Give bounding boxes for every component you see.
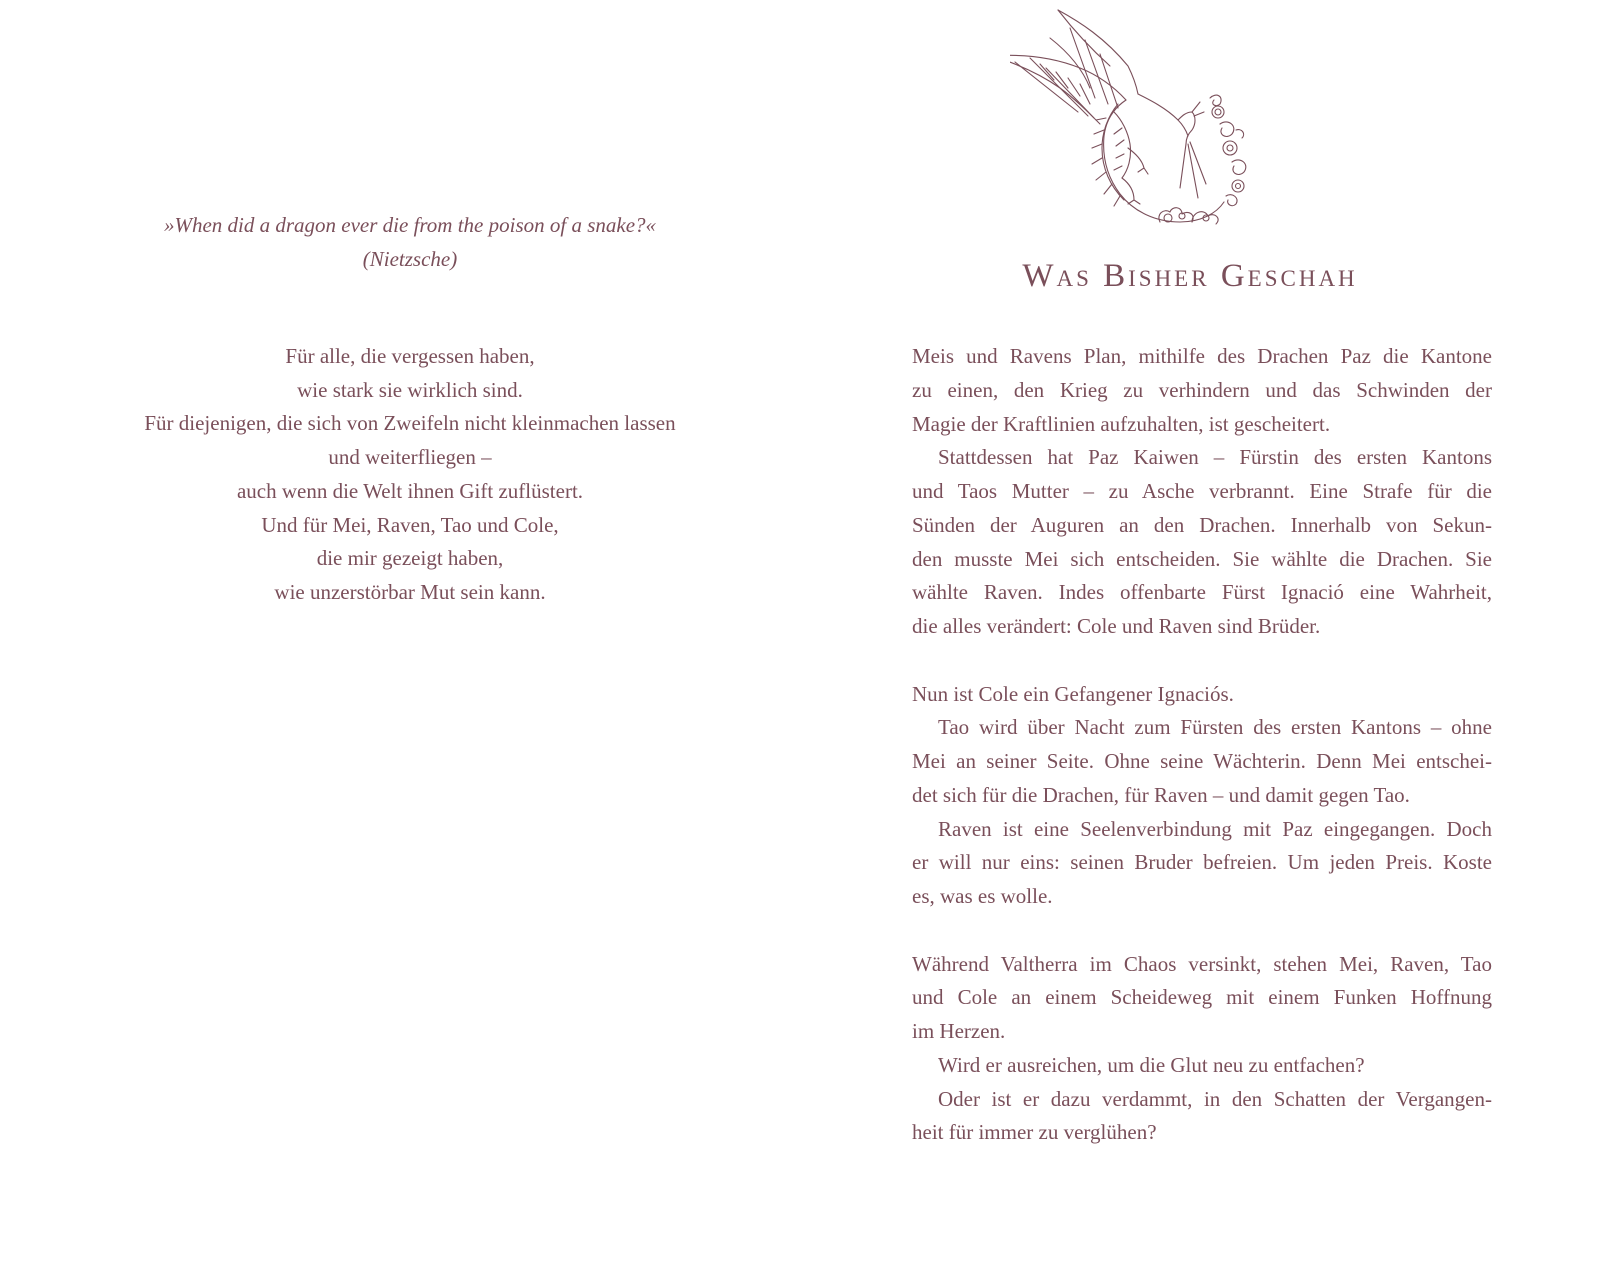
text-line: Nun ist Cole ein Gefangener Ignaciós. xyxy=(912,681,1234,706)
chapter-title: Was Bisher Geschah xyxy=(1022,258,1358,294)
text-line: Sünden der Auguren an den Drachen. Innerhalb von Sekun- xyxy=(912,512,1492,537)
text-line: er will nur eins: seinen Bruder befreien. Um jeden Preis. Koste xyxy=(912,850,1492,875)
dedication-line: Für diejenigen, die sich von Zweifeln nicht kleinmachen lassen xyxy=(144,411,676,436)
dedication xyxy=(110,340,710,610)
text-line: Raven ist eine Seelenverbindung mit Paz eingegangen. Doch xyxy=(938,816,1492,841)
text-line: wählte Raven. Indes offenbarte Fürst Ignació eine Wahrheit, xyxy=(912,580,1492,605)
text-line: Oder ist er dazu verdammt, in den Schatten der Vergangen- xyxy=(938,1086,1492,1111)
text-line: zu einen, den Krieg zu verhindern und das Schwinden der xyxy=(912,377,1492,402)
dedication-line: und weiterfliegen – xyxy=(328,445,492,470)
dedication-line: Und für Mei, Raven, Tao und Cole, xyxy=(261,512,559,537)
right-page xyxy=(800,0,1600,1262)
text-line: die alles verändert: Cole und Raven sind Brüder. xyxy=(912,614,1321,638)
text-line: und Cole an einem Scheideweg mit einem Funken Hoffnung xyxy=(912,985,1492,1010)
dedication-line: wie unzerstörbar Mut sein kann. xyxy=(274,579,546,604)
text-line: Während Valtherra im Chaos versinkt, stehen Mei, Raven, Tao xyxy=(912,951,1492,976)
epigraph-author: (Nietzsche) xyxy=(362,247,458,271)
dragon-illustration-icon xyxy=(1010,8,1270,258)
epigraph xyxy=(110,208,710,276)
text-line: im Herzen. xyxy=(912,1019,1006,1043)
text-line: den musste Mei sich entscheiden. Sie wählte die Drachen. Sie xyxy=(912,546,1492,571)
text-line: det sich für die Drachen, für Raven – und damit gegen Tao. xyxy=(912,782,1410,807)
text-line: Meis und Ravens Plan, mithilfe des Drachen Paz die Kantone xyxy=(912,344,1492,368)
text-line: Stattdessen hat Paz Kaiwen – Fürstin des ersten Kantons xyxy=(938,445,1492,470)
text-line: Wird er ausreichen, um die Glut neu zu entfachen? xyxy=(938,1052,1365,1077)
dedication-line: wie stark sie wirklich sind. xyxy=(297,377,523,402)
text-line: Mei an seiner Seite. Ohne seine Wächterin. Denn Mei entschei- xyxy=(912,749,1492,773)
blank-line xyxy=(912,914,1492,948)
text-line: heit für immer zu verglühen? xyxy=(912,1120,1157,1145)
blank-line xyxy=(912,644,1492,678)
dedication-line: auch wenn die Welt ihnen Gift zuflüstert. xyxy=(236,478,584,503)
text-line: es, was es wolle. xyxy=(912,884,1053,908)
epigraph-quote: »When did a dragon ever die from the poison of a snake?« xyxy=(163,213,657,237)
dedication-line: Für alle, die vergessen haben, xyxy=(285,344,535,368)
text-line: und Taos Mutter – zu Asche verbrannt. Eine Strafe für die xyxy=(912,479,1492,503)
text-line: Tao wird über Nacht zum Fürsten des ersten Kantons – ohne xyxy=(938,715,1492,740)
chapter-body xyxy=(912,340,1492,1150)
text-line: Magie der Kraftlinien aufzuhalten, ist gescheitert. xyxy=(912,411,1331,436)
dedication-line: die mir gezeigt haben, xyxy=(316,546,504,571)
